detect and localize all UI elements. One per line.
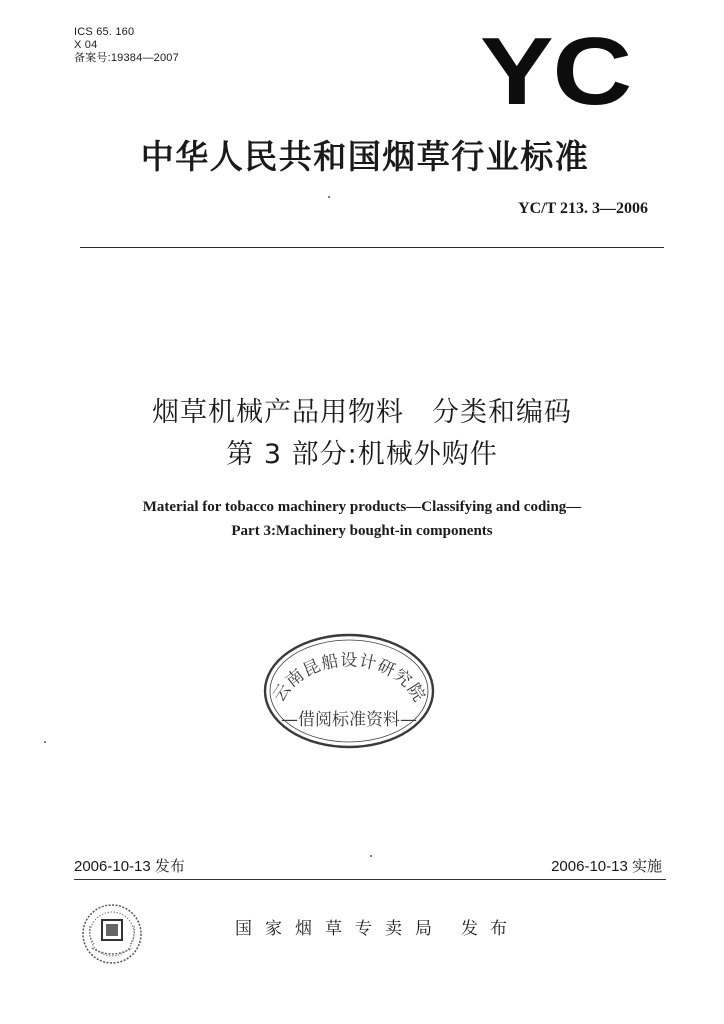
- issuing-authority: 国家烟草专卖局: [235, 919, 445, 939]
- title-cn-line2: 第 3 部分:机械外购件: [226, 439, 498, 470]
- title-cn-line1: 烟草机械产品用物料 分类和编码: [152, 397, 572, 428]
- effective-date: 2006-10-13 实施: [551, 858, 662, 875]
- standard-title: 中华人民共和国烟草行业标准: [140, 137, 590, 176]
- library-stamp: [263, 633, 435, 749]
- stamp-center-text: —借阅标准资料—: [281, 710, 417, 730]
- class-code: X 04: [74, 39, 98, 51]
- emblem-seal-icon: [80, 902, 144, 966]
- title-en-line1: Material for tobacco machinery products—Classifying and coding—: [142, 499, 582, 515]
- record-number: 备案号:19384—2007: [74, 52, 179, 64]
- standard-number: YC/T 213. 3—2006: [518, 200, 648, 217]
- issue-label: 发布: [461, 919, 519, 939]
- scan-speck: [44, 741, 46, 743]
- footer-divider: [74, 879, 666, 880]
- header-meta: [74, 26, 179, 65]
- scan-speck: [328, 196, 330, 198]
- yc-logo: YC: [480, 18, 632, 125]
- publish-date: 2006-10-13 发布: [74, 858, 185, 875]
- scan-speck: [370, 855, 372, 857]
- title-en-line2: Part 3:Machinery bought-in components: [231, 523, 493, 539]
- svg-text:云南昆船设计研究院: [269, 651, 429, 706]
- header-divider: [80, 247, 664, 248]
- ics-code: ICS 65. 160: [74, 26, 135, 38]
- stamp-arc-text: 云南昆船设计研究院: [269, 650, 430, 707]
